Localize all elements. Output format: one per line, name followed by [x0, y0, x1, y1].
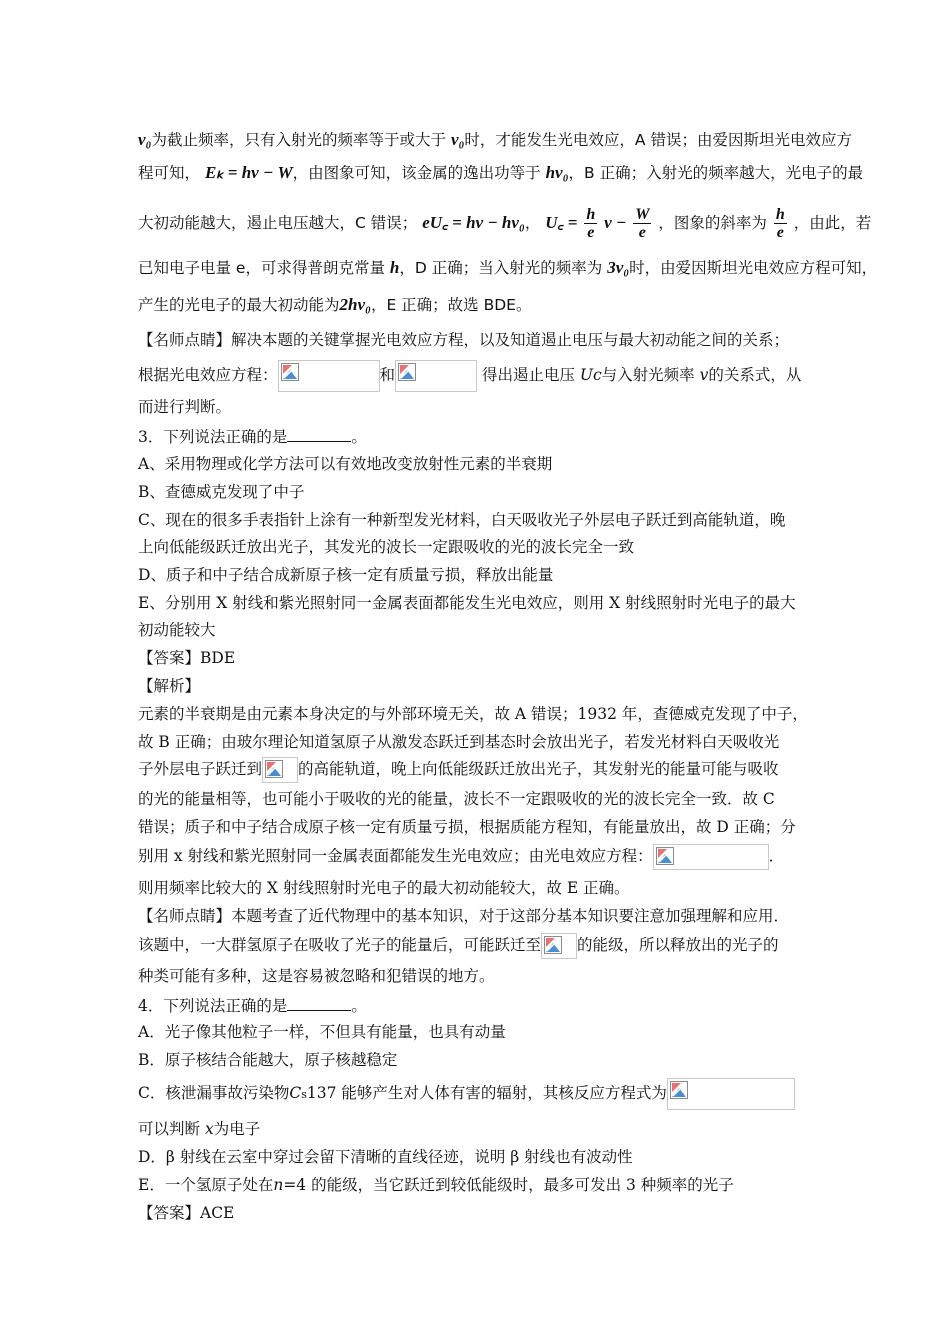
equation-euc: eU꜀ = hν − hν₀ — [422, 213, 525, 232]
equation-ek: Eₖ = hν − W — [204, 163, 293, 182]
equation-2hv0: 2hν₀ — [339, 295, 371, 314]
q3-stem: 3．下列说法正确的是 。 — [138, 428, 367, 446]
broken-image-icon — [656, 847, 674, 865]
q3-option-e-line2: 初动能较大 — [138, 621, 216, 639]
tip1-line2: 根据光电效应方程： 和 得出遏止电压 Uc与入射光频率 v的关系式，从 — [138, 360, 801, 392]
q3-analysis-line4: 的光的能量相等，也可能小于吸收的光的能量，波长不一定跟吸收的光的波长完全一致．故 C — [138, 790, 775, 808]
nu0-symbol: ν₀ — [450, 130, 465, 149]
tip1-line3: 而进行判断。 — [138, 398, 232, 416]
q3-option-c-line2: 上向低能级跃迁放出光子，其发光的波长一定跟吸收的光的波长完全一致 — [138, 538, 635, 556]
para1-line5: 产生的光电子的最大初动能为2hν₀，E 正确；故选 BDE。 — [138, 295, 532, 314]
q4-option-a: A．光子像其他粒子一样，不但具有能量，也具有动量 — [138, 1023, 506, 1041]
q3-analysis-line3: 子外层电子跃迁到 的高能轨道，晚上向低能级跃迁放出光子，其发射光的能量可能与吸收 — [138, 754, 779, 784]
fraction-h-over-e: $\frac{h}{e}$ — [586, 206, 596, 241]
nu0-symbol: ν₀ — [138, 130, 152, 149]
tip2-line1: 【名师点睛】本题考查了近代物理中的基本知识，对于这部分基本知识要注意加强理解和应用． — [138, 907, 790, 925]
q3-analysis-line5: 错误；质子和中子结合成原子核一定有质量亏损，根据质能方程知，有能量放出，故 D 正确；分 — [138, 818, 796, 836]
formula-image-2 — [395, 360, 477, 392]
q3-analysis-line6: 别用 x 射线和紫光照射同一金属表面都能发生光电效应；由光电效应方程： ． — [138, 841, 784, 871]
q3-analysis-line1: 元素的半衰期是由元素本身决定的与外部环境无关，故 A 错误；1932 年，查德威克发现了中子， — [138, 705, 808, 723]
formula-image-3 — [262, 757, 298, 783]
fraction-w-over-e: $\frac{W}{e}$ — [635, 206, 650, 241]
q4-answer: 【答案】ACE — [138, 1204, 235, 1222]
q3-analysis-heading: 【解析】 — [138, 677, 201, 695]
answer-blank — [287, 996, 351, 1011]
equation-work: hν₀ — [545, 163, 569, 182]
para1-line2: 程可知， Eₖ = hν − W，由图象可知，该金属的逸出功等于 hν₀，B 正确；入射光的频率越大，光电子的最 — [138, 163, 864, 182]
para1-line4: 已知电子电量 e，可求得普朗克常量 h，D 正确；当入射光的频率为 3ν₀时，由爱因斯坦光电效应方程可知， — [138, 258, 878, 277]
broken-image-icon — [398, 363, 416, 381]
q4-option-d: D．β 射线在云室中穿过会留下清晰的直线径迹，说明 β 射线也有波动性 — [138, 1148, 633, 1166]
tip2-line3: 种类可能有多种，这是容易被忽略和犯错误的地方。 — [138, 967, 495, 985]
q3-option-c-line1: C、现在的很多手表指针上涂有一种新型发光材料，白天吸收光子外层电子跃迁到高能轨道，晚 — [138, 511, 786, 529]
answer-blank — [287, 427, 351, 442]
tip1-line1: 【名师点睛】解决本题的关键掌握光电效应方程，以及知道遏止电压与最大初动能之间的关系； — [138, 331, 790, 349]
q4-option-c-line1: C．核泄漏事故污染物Cs137 能够产生对人体有害的辐射，其核反应方程式为 — [138, 1077, 795, 1111]
q4-option-b: B．原子核结合能越大，原子核越稳定 — [138, 1051, 398, 1069]
q3-option-e-line1: E、分别用 X 射线和紫光照射同一金属表面都能发生光电效应，则用 X 射线照射时光电子的最大 — [138, 594, 796, 612]
formula-image-6 — [667, 1078, 795, 1110]
formula-image-4 — [653, 844, 769, 870]
q4-stem: 4．下列说法正确的是 。 — [138, 997, 367, 1015]
q3-analysis-line2: 故 B 正确；由玻尔理论知道氢原子从激发态跃迁到基态时会放出光子，若发光材料白天吸收光 — [138, 733, 780, 751]
q3-option-b: B、查德威克发现了中子 — [138, 483, 305, 501]
broken-image-icon — [281, 363, 299, 381]
q4-option-e: E．一个氢原子处在n=4 的能级，当它跃迁到较低能级时，最多可发出 3 种频率的光子 — [138, 1176, 734, 1194]
broken-image-icon — [670, 1081, 688, 1099]
formula-image-5 — [541, 933, 577, 959]
q3-answer: 【答案】BDE — [138, 649, 236, 667]
para1-line1: ν₀为截止频率，只有入射光的频率等于或大于 ν₀时，才能发生光电效应，A 错误；由爱因斯坦光电效应方 — [138, 130, 852, 149]
broken-image-icon — [265, 760, 283, 778]
q4-option-c-line2: 可以判断 x为电子 — [138, 1120, 261, 1138]
q3-analysis-line7: 则用频率比较大的 X 射线照射时光电子的最大初动能较大，故 E 正确。 — [138, 879, 630, 897]
broken-image-icon — [544, 936, 562, 954]
tip2-line2: 该题中，一大群氢原子在吸收了光子的能量后，可能跃迁至 的能级，所以释放出的光子的 — [138, 930, 779, 960]
para1-line3: 大初动能越大，遏止电压越大，C 错误； eU꜀ = hν − hν₀， U꜀ = $\frac{h}{e}$ ν − $\frac{W}{e}$ ，图象的斜率为 $\frac{h}{e}$ ，由此，若 — [138, 206, 872, 241]
q3-option-d: D、质子和中子结合成新原子核一定有质量亏损，释放出能量 — [138, 566, 554, 584]
fraction-slope: $\frac{h}{e}$ — [775, 206, 785, 241]
equation-uc-lhs: U꜀ = — [545, 213, 578, 232]
q3-option-a: A、采用物理或化学方法可以有效地改变放射性元素的半衰期 — [138, 455, 553, 473]
formula-image-1 — [278, 360, 380, 392]
